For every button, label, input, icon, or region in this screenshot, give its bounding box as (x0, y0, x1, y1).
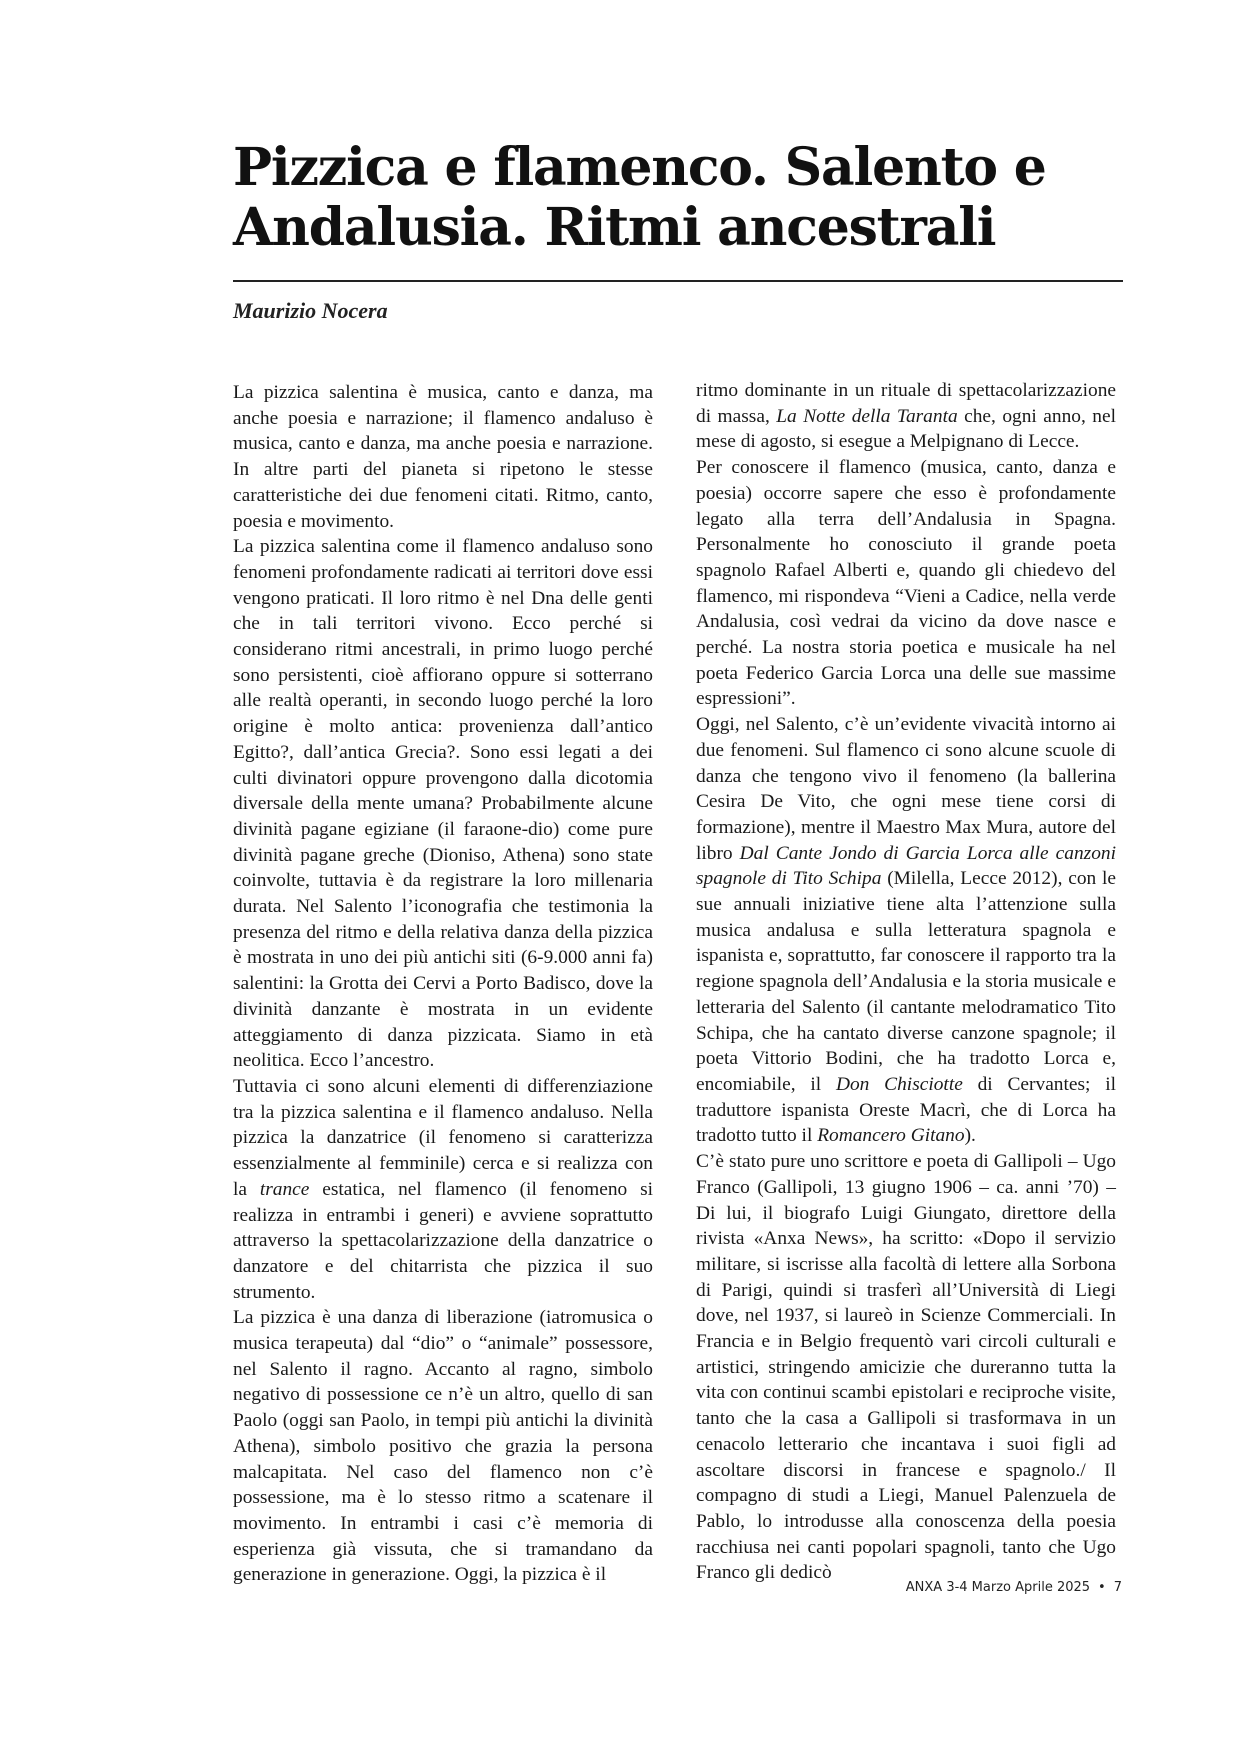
paragraph (696, 378, 1116, 455)
paragraph (233, 380, 653, 534)
paragraph (696, 712, 1116, 1149)
article-author: Maurizio Nocera (233, 298, 388, 323)
italic-text: Don Chisciotte (835, 1073, 963, 1095)
text-run: Per conoscere il flamenco (musica, canto, danza e poesia) occorre sapere che esso è profondamente legato alla terra dell’Andalusia in Spagna. Personalmente ho conosciuto il grande poeta spagnolo Rafael Alberti e, quando gli chiedevo del flamenco, mi rispondeva “Vieni a Cadice, nella verde Andalusia, così vedrai da vicino da dove nasce e perché. La nostra storia poetica e musicale ha nel poeta Federico Garcia Lorca una delle sue massime espressioni”. (696, 457, 1116, 710)
text-run: Tuttavia ci sono alcuni elementi di differenziazione tra la pizzica salentina e il flamenco andaluso. Nella pizzica la danzatrice (il fenomeno si caratterizza essenzialmente al femminile) cerca e si realizza con la (233, 1075, 653, 1200)
text-run: C’è stato pure uno scrittore e poeta di Gallipoli – Ugo Franco (Gallipoli, 13 giugno 1906 – ca. anni ’70) – Di lui, il biografo Luigi Giungato, direttore della rivista «Anxa News», ha scritto: «Dopo il servizio militare, si iscrisse alla facoltà di lettere alla Sorbona di Parigi, quindi si trasferì all’Università di Liegi dove, nel 1937, si laureò in Scienze Commerciali. In Francia e in Belgio frequentò vari circoli culturali e artistici, stringendo amicizie che dureranno tutta la vita con continui scambi epistolari e reciproche visite, tanto che la casa a Gallipoli si trasformava in un cenacolo letterario che incantava i suoi figli ad ascoltare discorsi in francese e spagnolo./ Il compagno di studi a Liegi, Manuel Palenzuela de Pablo, lo introdusse alla conoscenza della poesia racchiusa nei canti popolari spagnoli, tanto che Ugo Franco gli dedicò (696, 1151, 1116, 1584)
text-column-left (233, 380, 653, 1586)
text-run: ritmo dominante in un rituale di spettacolarizzazione di massa, (696, 380, 1116, 427)
paragraph (233, 1305, 653, 1588)
text-run: che, ogni anno, nel mese di agosto, si esegue a Melpignano di Lecce. (696, 405, 1116, 453)
text-run: (Milella, Lecce 2012), con le sue annuali iniziative tiene alta l’attenzione sulla musica andalusa e sulla letteratura spagnola e ispanista e, soprattutto, far conoscere il rapporto tra la regione spagnola dell’Andalusia e la storia musicale e letteraria del Salento (il cantante melodramatico Tito Schipa, che ha cantato diverse canzone spagnole; il poeta Vittorio Bodini, che ha tradotto Lorca e, encomiabile, il (696, 868, 1116, 1095)
text-column-right (696, 378, 1116, 1584)
page-footer (906, 1580, 1122, 1595)
italic-text: Dal Cante Jondo di Garcia Lorca alle canzoni spagnole di Tito Schipa (696, 842, 1116, 890)
issue-label: ANXA 3-4 Marzo Aprile 2025 (905, 1580, 1091, 1595)
article-title: Pizzica e flamenco. Salento e Andalusia. Ritmi ancestrali (233, 137, 1046, 258)
text-run: La pizzica salentina come il flamenco andaluso sono fenomeni profondamente radicati ai territori dove essi vengono praticati. Il loro ritmo è nel Dna delle genti che in tali territori vivono. Ecco perché si considerano ritmi ancestrali, in primo luogo perché sono persistenti, cioè affiorano oppure si sotterrano alle realtà operanti, in secondo luogo perché la loro origine è molto antica: provenienza dall’antico Egitto?, dall’antica Grecia?. Sono essi legati a dei culti divinatori oppure provengono dalla dicotomia diversale della mente umana? Probabilmente alcune divinità pagane egiziane (il faraone-dio) come pure divinità pagane greche (Dioniso, Athena) sono state coinvolte, tuttavia è da registrare la loro millenaria durata. Nel Salento l’iconografia che testimonia la presenza del ritmo e della relativa danza della pizzica è mostrata in uno dei più antichi siti (6-9.000 anni fa) salentini: la Grotta dei Cervi a Porto Badisco, dove la divinità danzante è mostrata in un evidente atteggiamento di danza pizzicata. Siamo in età neolitica. Ecco l’ancestro. (233, 536, 653, 1072)
italic-text: trance (259, 1178, 310, 1200)
title-divider (233, 280, 1123, 282)
text-run: Oggi, nel Salento, c’è un’evidente vivacità intorno ai due fenomeni. Sul flamenco ci sono alcune scuole di danza che tengono vivo il fenomeno (la ballerina Cesira De Vito, che ogni mese tiene corsi di formazione), mentre il Maestro Max Mura, autore del libro (696, 714, 1116, 864)
italic-text: Romancero Gitano (817, 1125, 965, 1147)
paragraph (696, 455, 1116, 712)
text-run: La pizzica salentina è musica, canto e danza, ma anche poesia e narrazione; il flamenco andaluso è musica, canto e danza, ma anche poesia e narrazione. In altre parti del pianeta si ripetono le stesse caratteristiche dei due fenomeni citati. Ritmo, canto, poesia e movimento. (233, 382, 653, 532)
text-run: ). (964, 1125, 976, 1147)
italic-text: La Notte della Taranta (776, 405, 958, 427)
paragraph (233, 534, 653, 1074)
text-run: estatica, nel flamenco (il fenomeno si realizza in entrambi i generi) e avviene soprattutto attraverso la spettacolarizzazione della danzatrice o danzatore e del chitarrista che pizzica il suo strumento. (233, 1178, 653, 1303)
footer-separator: • (1098, 1580, 1106, 1595)
paragraph (696, 1149, 1116, 1586)
text-run: La pizzica è una danza di liberazione (iatromusica o musica terapeuta) dal “dio” o “animale” possessore, nel Salento il ragno. Accanto al ragno, simbolo negativo di possessione ce n’è un altro, quello di san Paolo (oggi san Paolo, in tempi più antichi la divinità Athena), simbolo positivo che grazia la persona malcapitata. Nel caso del flamenco non c’è possessione, ma è lo stesso ritmo a scatenare il movimento. In entrambi i casi c’è memoria di esperienza già vissuta, che si tramandano da generazione in generazione. Oggi, la pizzica è il (233, 1307, 653, 1586)
paragraph (233, 1074, 653, 1305)
page-number: 7 (1113, 1580, 1122, 1595)
text-run: di Cervantes; il traduttore ispanista Oreste Macrì, che di Lorca ha tradotto tutto il (696, 1073, 1116, 1147)
